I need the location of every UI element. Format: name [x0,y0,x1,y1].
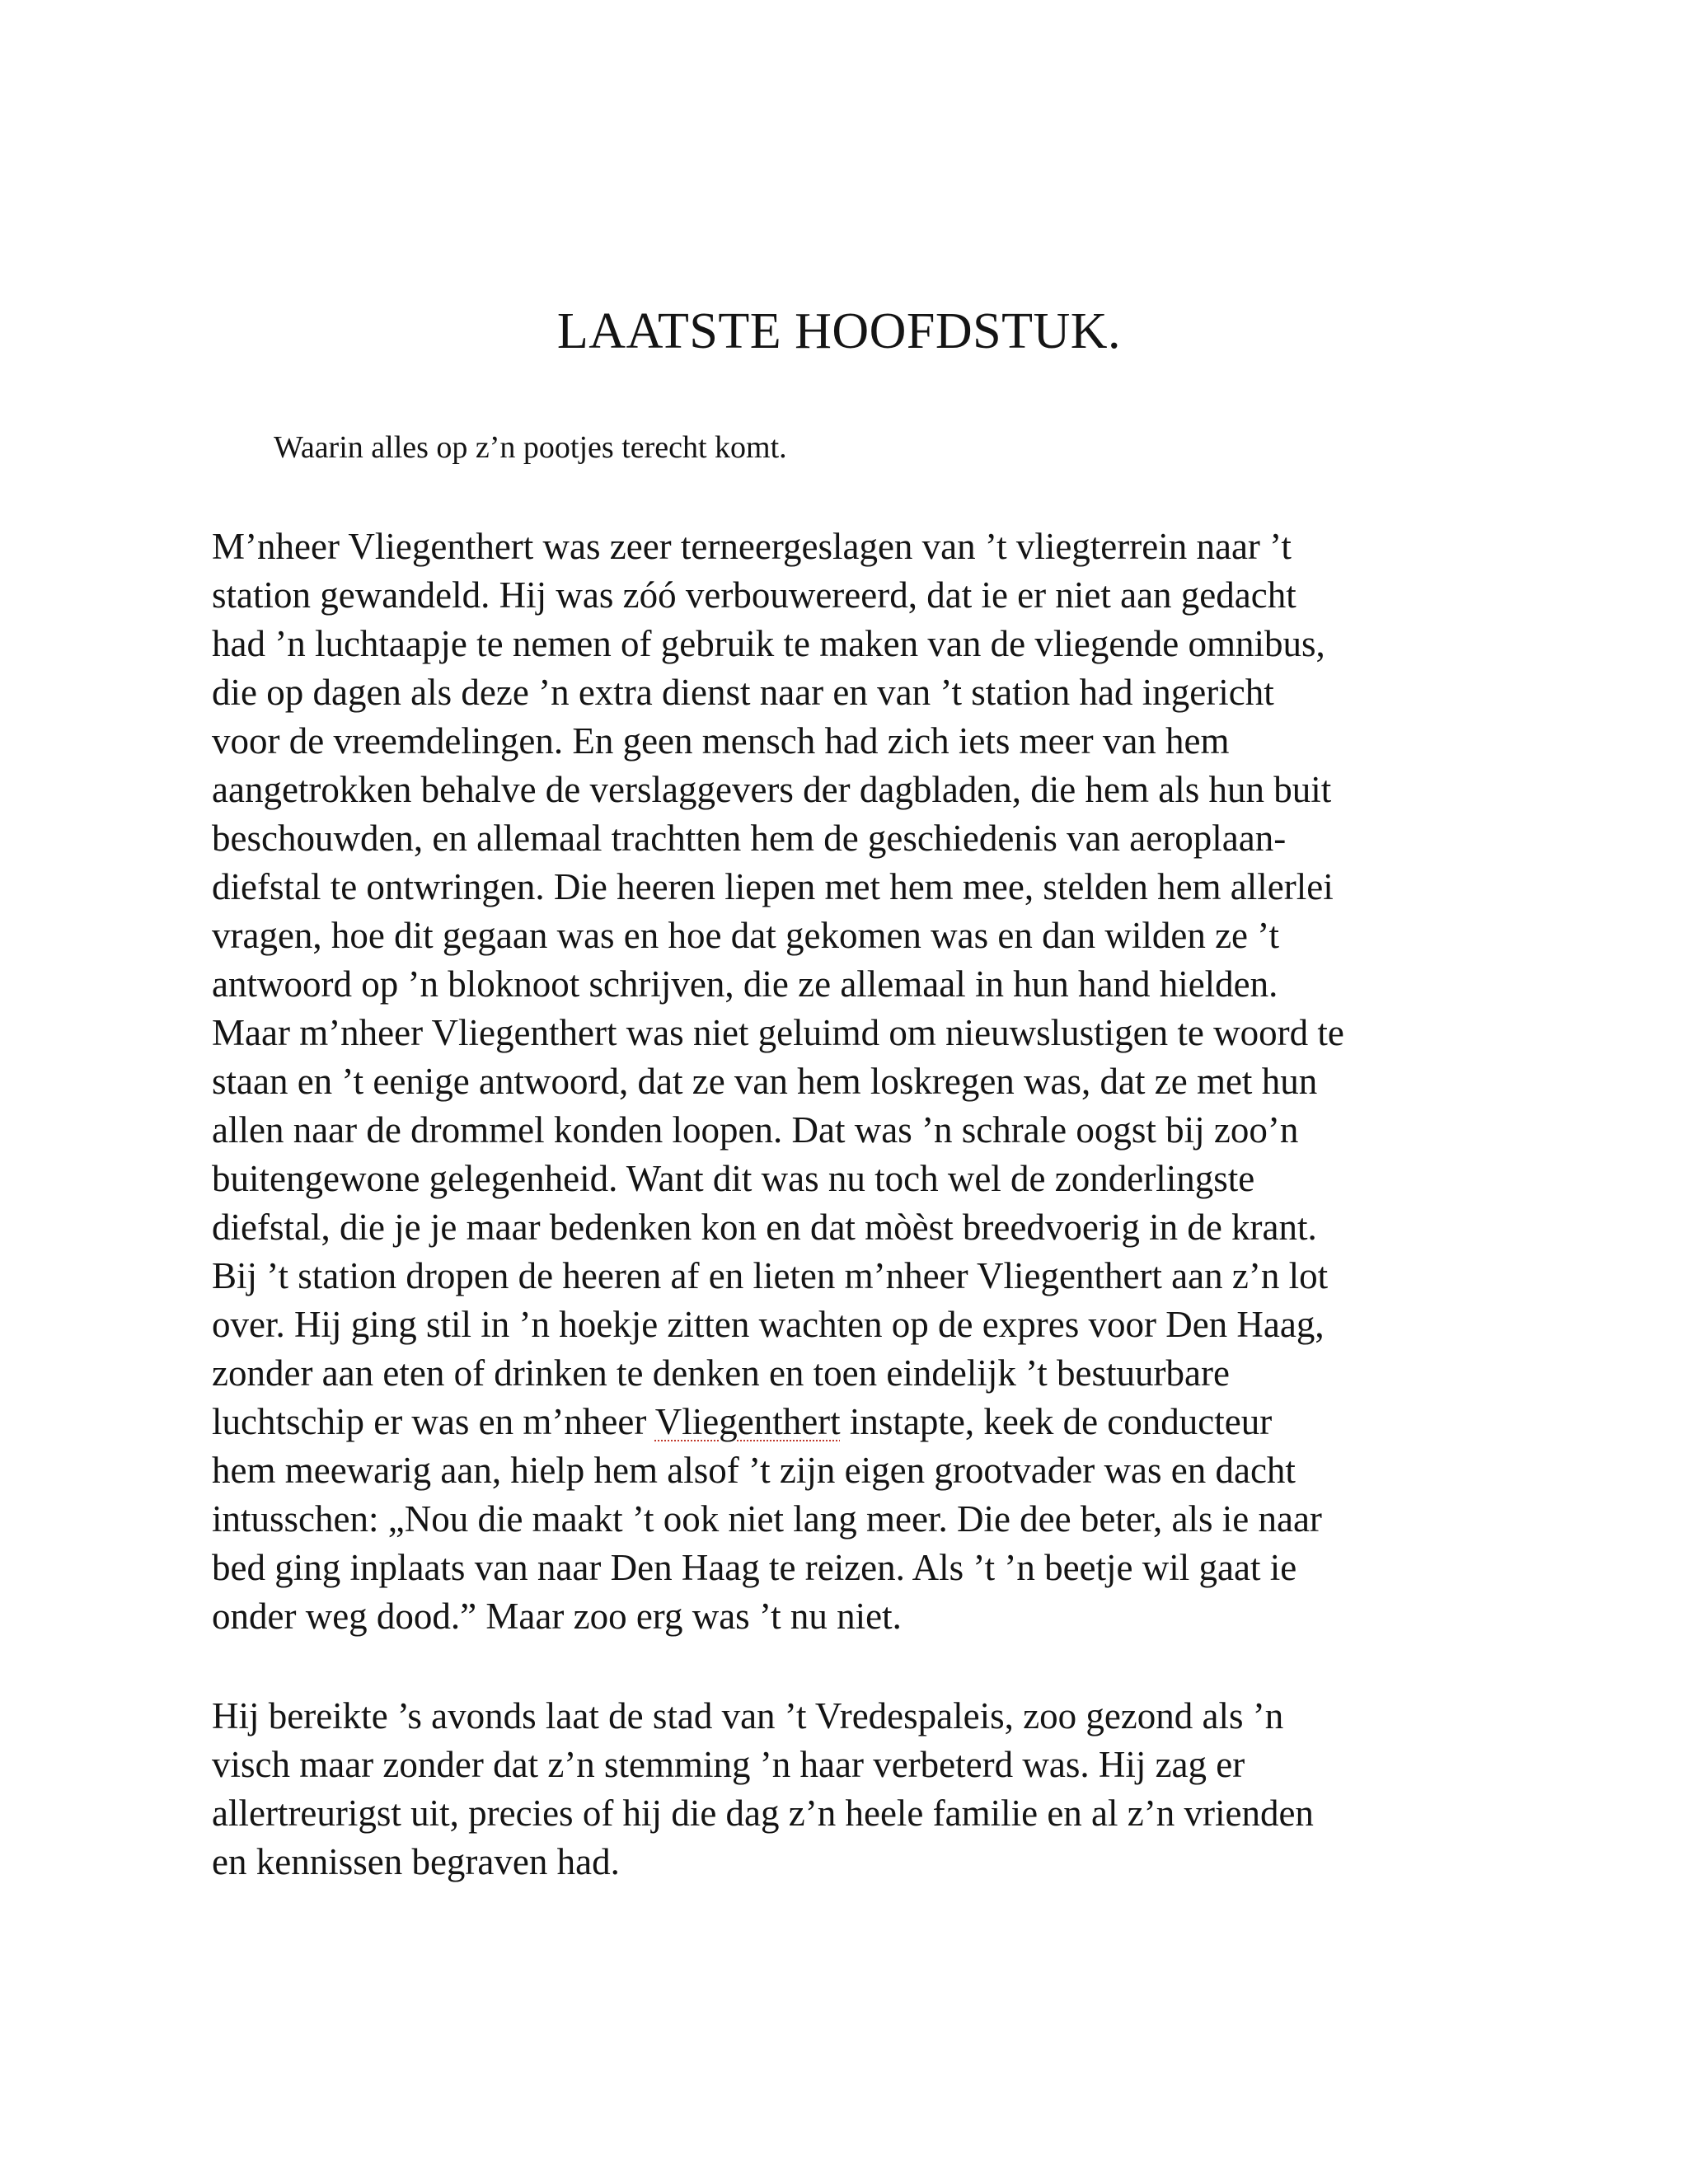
text-segment: luchtschip er was en m’nheer [212,1401,655,1442]
text-line: diefstal te ontwringen. Die heeren liepen met hem mee, stelden hem allerlei [212,866,1334,907]
text-line: aangetrokken behalve de verslaggevers der dagbladen, die hem als hun buit [212,769,1332,810]
text-line: allen naar de drommel konden loopen. Dat was ’n schrale oogst bij zoo’n [212,1109,1299,1151]
text-line: voor de vreemdelingen. En geen mensch had zich iets meer van hem [212,720,1230,762]
text-line: en kennissen begraven had. [212,1841,620,1882]
text-line: visch maar zonder dat z’n stemming ’n haar verbeterd was. Hij zag er [212,1744,1245,1785]
text-line: buitengewone gelegenheid. Want dit was nu toch wel de zonderlingste [212,1158,1255,1199]
text-line [212,1398,1498,1446]
text-line: Bij ’t station dropen de heeren af en lieten m’nheer Vliegenthert aan z’n lot [212,1255,1329,1296]
paragraph-1 [212,523,1498,1641]
text-line: M’nheer Vliegenthert was zeer terneergeslagen van ’t vliegterrein naar ’t [212,526,1292,567]
spellcheck-flagged-word[interactable]: Vliegenthert [654,1401,841,1442]
text-segment: instapte, keek de conducteur [840,1401,1273,1442]
text-line: vragen, hoe dit gegaan was en hoe dat gekomen was en dan wilden ze ’t [212,915,1279,956]
text-line: beschouwden, en allemaal trachtten hem de geschiedenis van aeroplaan- [212,818,1287,859]
paragraph-2 [212,1692,1498,1886]
text-line: intusschen: „Nou die maakt ’t ook niet lang meer. Die dee beter, als ie naar [212,1498,1322,1540]
text-line: over. Hij ging stil in ’n hoekje zitten wachten op de expres voor Den Haag, [212,1304,1325,1345]
text-line: Hij bereikte ’s avonds laat de stad van ’t Vredespaleis, zoo gezond als ’n [212,1695,1284,1736]
text-line: hem meewarig aan, hielp hem alsof ’t zijn eigen grootvader was en dacht [212,1450,1296,1491]
text-line: onder weg dood.” Maar zoo erg was ’t nu niet. [212,1596,902,1637]
text-line: allertreurigst uit, precies of hij die dag z’n heele familie en al z’n vrienden [212,1793,1314,1834]
chapter-title: LAATSTE HOOFDSTUK. [556,303,1122,359]
text-line: staan en ’t eenige antwoord, dat ze van hem loskregen was, dat ze met hun [212,1061,1318,1102]
text-line: diefstal, die je je maar bedenken kon en dat mòèst breedvoerig in de krant. [212,1207,1317,1248]
chapter-subtitle: Waarin alles op z’n pootjes terecht komt. [274,430,787,465]
text-line: Maar m’nheer Vliegenthert was niet geluimd om nieuwslustigen te woord te [212,1012,1344,1053]
text-line: station gewandeld. Hij was zóó verbouwereerd, dat ie er niet aan gedacht [212,574,1296,616]
text-line: zonder aan eten of drinken te denken en toen eindelijk ’t bestuurbare [212,1352,1230,1394]
text-line: had ’n luchtaapje te nemen of gebruik te maken van de vliegende omnibus, [212,623,1325,664]
text-line: bed ging inplaats van naar Den Haag te reizen. Als ’t ’n beetje wil gaat ie [212,1547,1297,1588]
text-line: die op dagen als deze ’n extra dienst naar en van ’t station had ingericht [212,672,1274,713]
text-line: antwoord op ’n bloknoot schrijven, die ze allemaal in hun hand hielden. [212,963,1278,1005]
